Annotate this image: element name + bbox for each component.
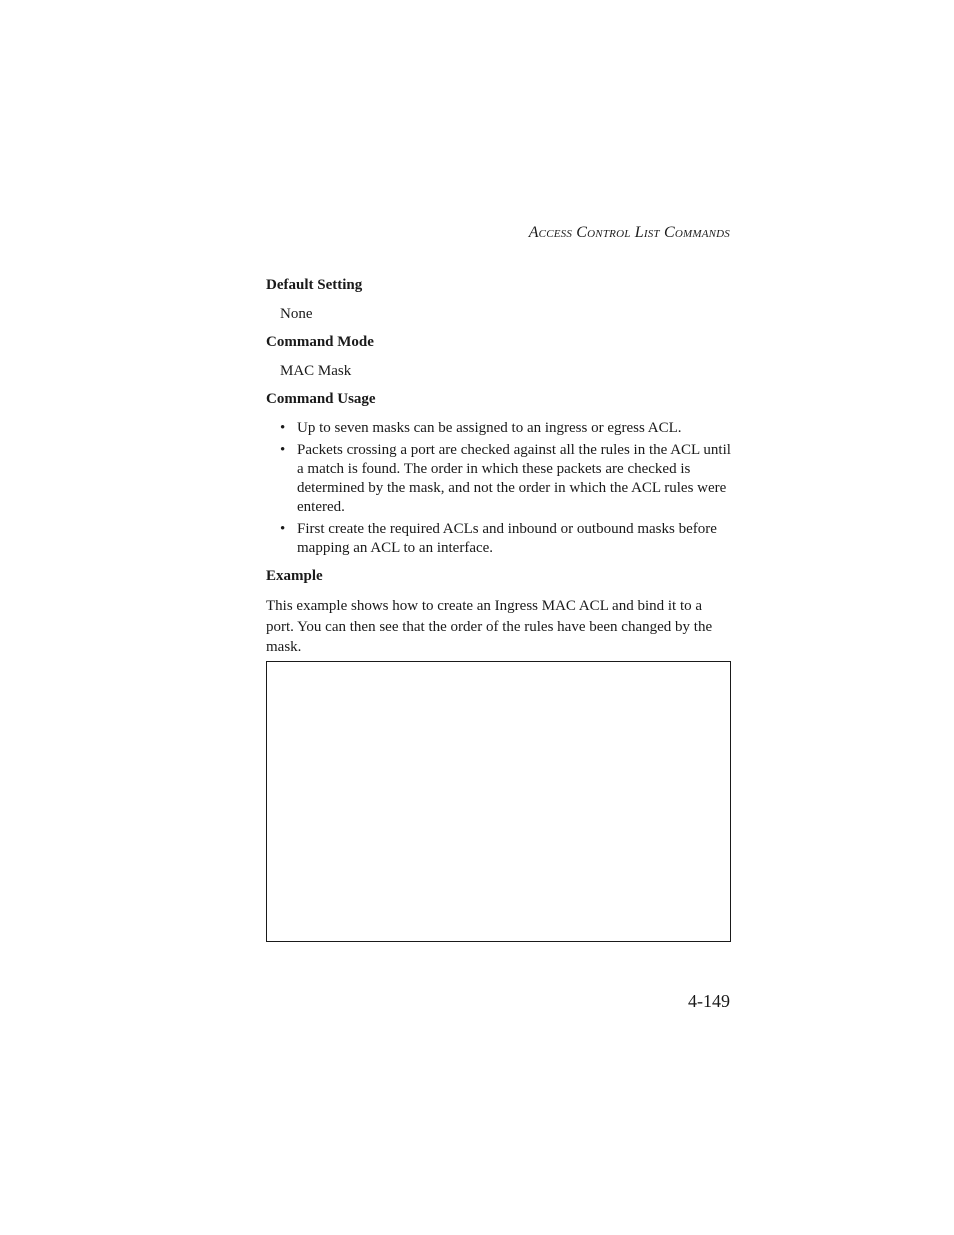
header-letter: C	[576, 224, 588, 241]
list-item-text: First create the required ACLs and inbound or outbound masks before mapping an ACL to an interface.	[297, 521, 717, 556]
example-description: This example shows how to create an Ingress MAC ACL and bind it to a port. You can then see that the order of the rules have been changed by the mask.	[266, 598, 713, 655]
command-usage-list	[280, 419, 732, 558]
bullet-icon: •	[280, 442, 286, 458]
header-letter: A	[528, 224, 539, 241]
page-content	[266, 276, 732, 658]
command-usage-heading: Command Usage	[266, 391, 376, 407]
default-setting-heading: Default Setting	[266, 277, 363, 293]
command-mode-heading: Command Mode	[266, 334, 374, 350]
header-word: ist	[643, 224, 660, 241]
list-item	[280, 441, 732, 517]
header-word: ccess	[538, 224, 573, 241]
bullet-icon: •	[280, 521, 286, 537]
example-heading: Example	[266, 568, 323, 584]
list-item-text: Up to seven masks can be assigned to an ingress or egress ACL.	[297, 420, 682, 436]
running-header	[529, 224, 730, 242]
header-letter: C	[663, 224, 675, 241]
default-setting-value: None	[280, 306, 313, 322]
list-item-text: Packets crossing a port are checked against all the rules in the ACL until a match is found. The order in which these packets are checked is determined by the mask, and not the order in which the ACL rules were entered.	[297, 442, 731, 515]
example-code-box	[266, 661, 731, 942]
header-word: ommands	[674, 224, 730, 241]
bullet-icon: •	[280, 420, 286, 436]
list-item	[280, 520, 732, 558]
header-letter: L	[634, 224, 644, 241]
header-word: ontrol	[587, 224, 631, 241]
command-mode-value: MAC Mask	[280, 363, 352, 379]
page-number: 4-149	[688, 991, 730, 1011]
list-item	[280, 419, 732, 438]
